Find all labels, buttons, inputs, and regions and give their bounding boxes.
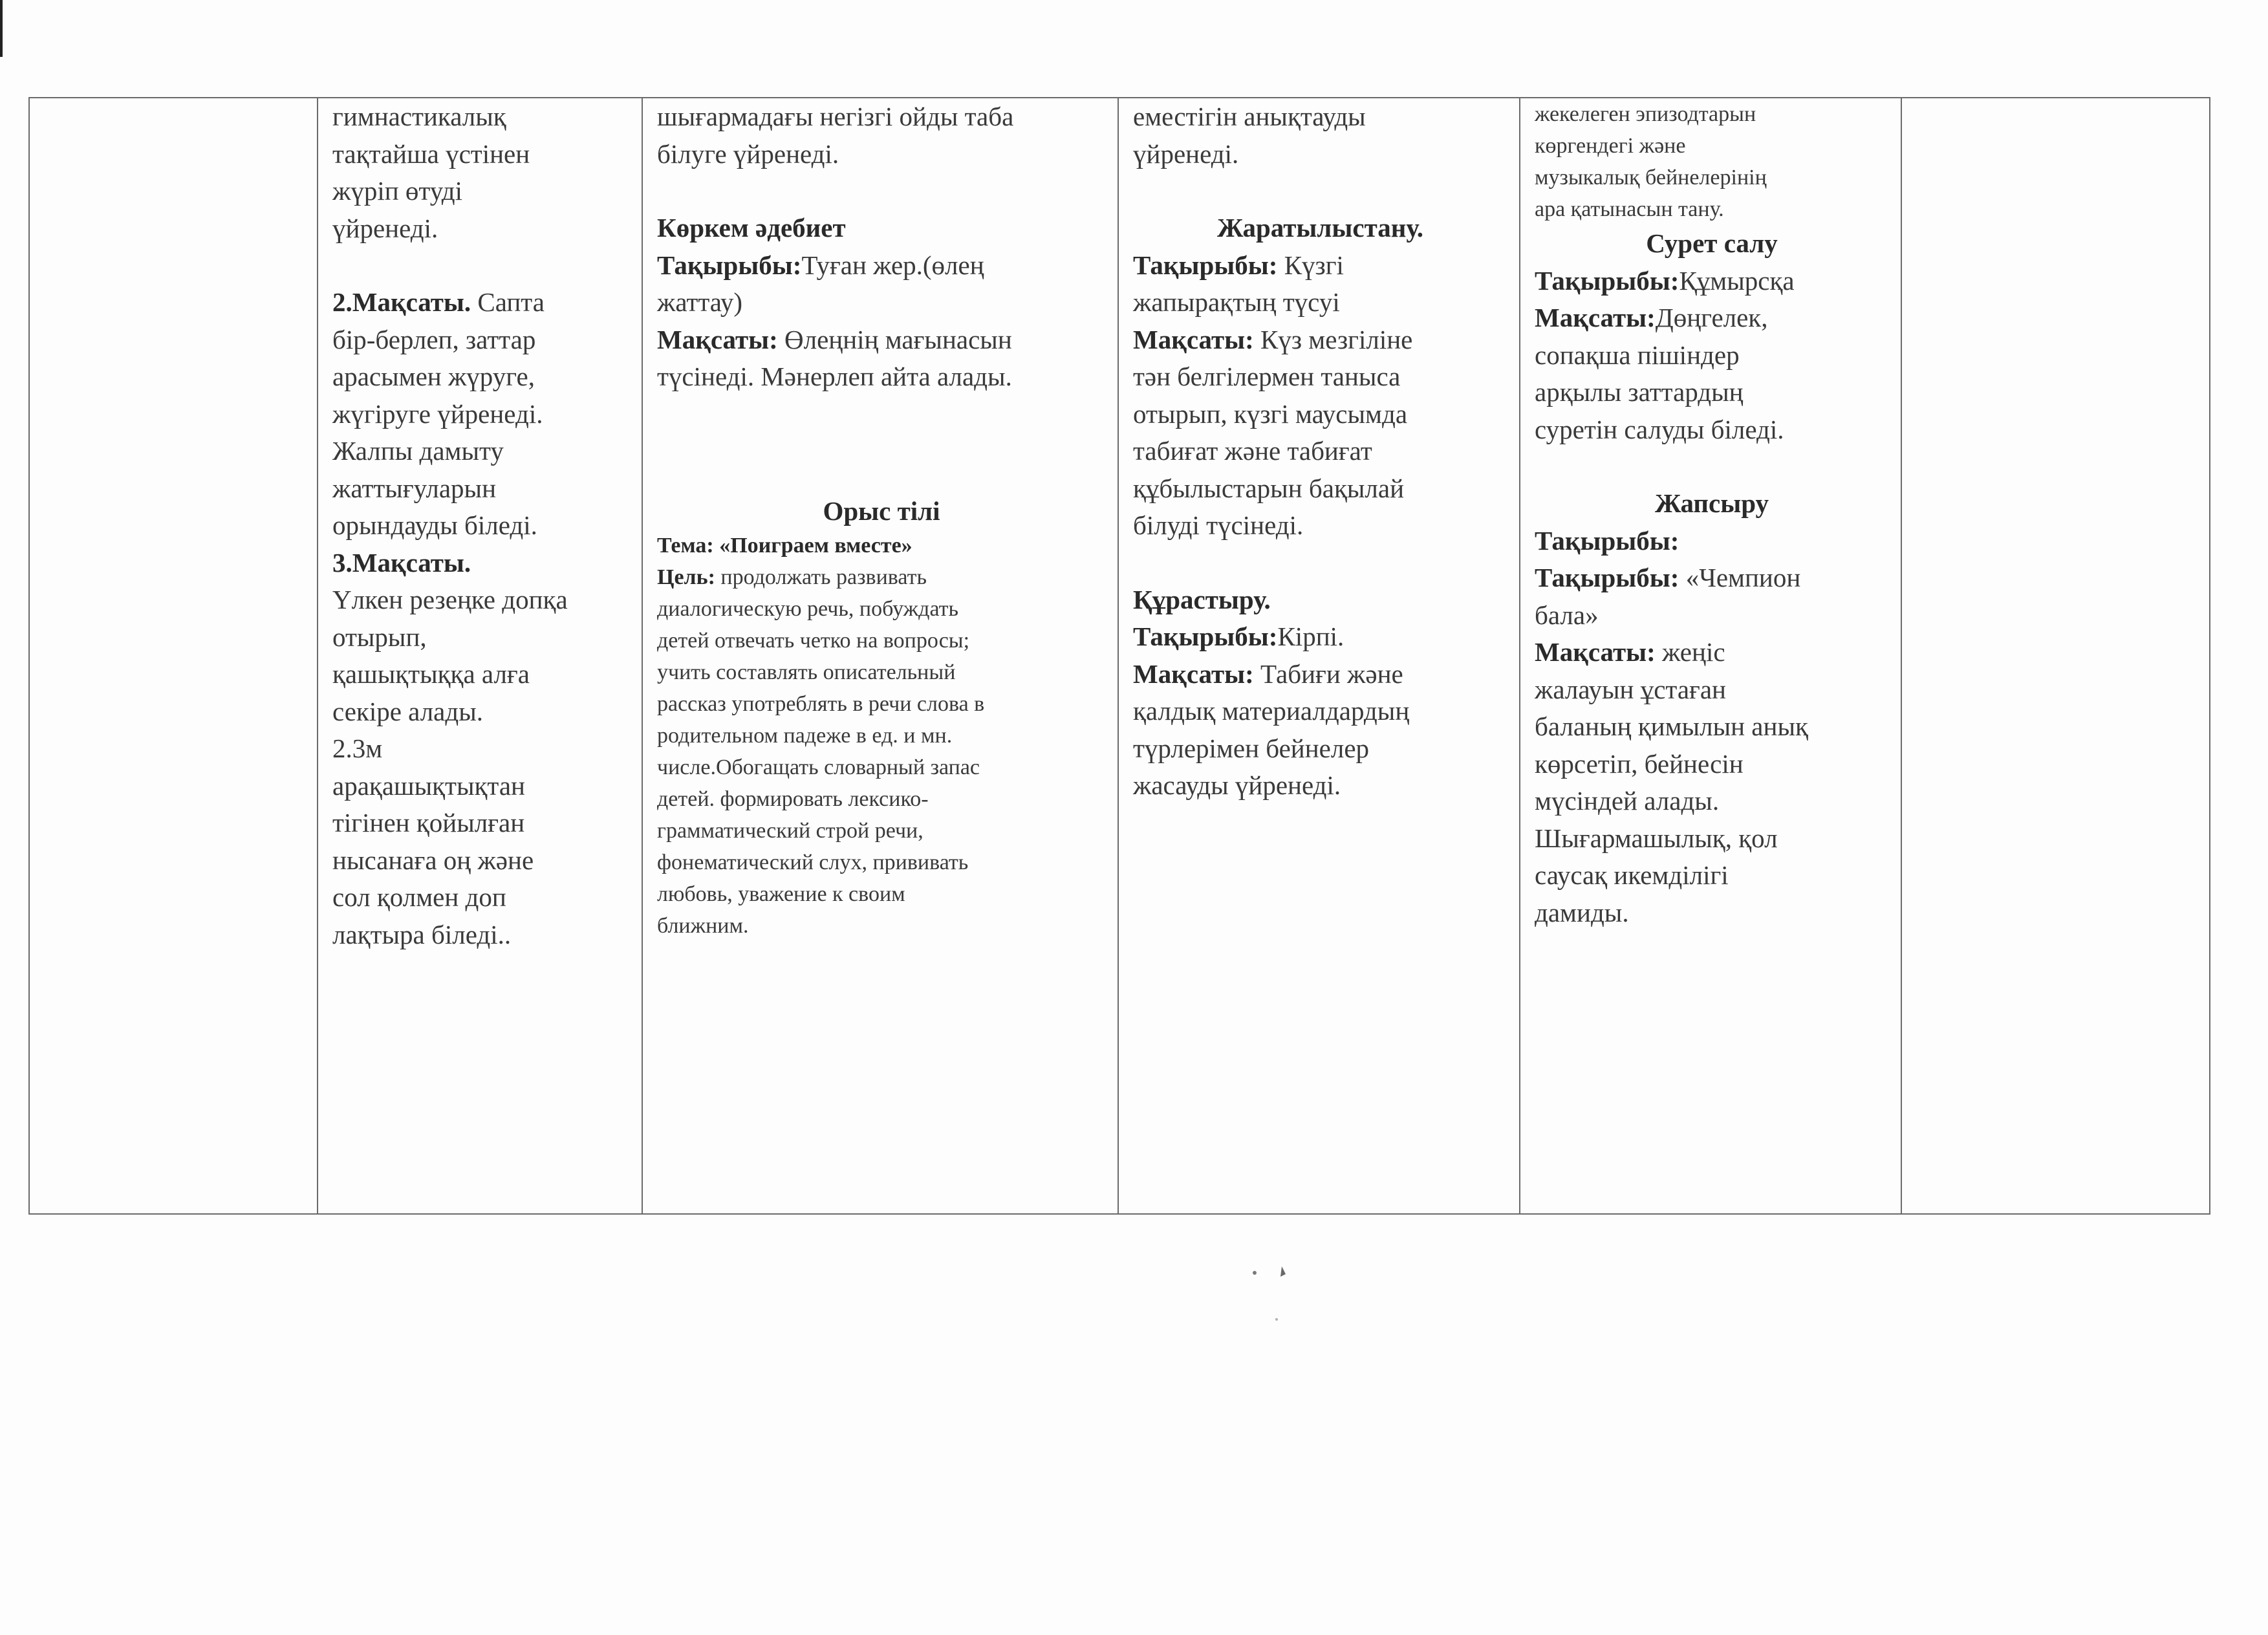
empty-cell-left: [29, 98, 318, 1214]
nature-topic-line: [1133, 247, 1507, 285]
goal-label: Мақсаты:: [1535, 303, 1656, 332]
text-line: жасауды үйренеді.: [1133, 770, 1341, 800]
text-line: шығармадағы негізгі ойды таба: [657, 102, 1014, 131]
text-line: диалогическую речь, побуждать: [657, 597, 959, 621]
goal-label: Мақсаты:: [657, 324, 778, 354]
text-line: табиғат және табиғат: [1133, 436, 1372, 466]
text-line: лақтыра біледі..: [332, 919, 512, 949]
cell-music-drawing-modeling: [1520, 98, 1901, 1214]
text-line: тігінен қойылған: [332, 808, 525, 838]
literature-goal-line: [657, 321, 1106, 359]
text-line: сол қолмен доп: [332, 882, 506, 912]
cell-literature-russian: [642, 98, 1118, 1214]
literature-topic-line: [657, 247, 1106, 285]
text-line: грамматический строй речи,: [657, 819, 923, 843]
text-line: жүріп өтуді: [332, 176, 462, 206]
text-line: түсінеді. Мәнерлеп айта алады.: [657, 362, 1012, 391]
scan-speck-marks: [1248, 1255, 1306, 1332]
literature-heading: Көркем әдебиет: [657, 213, 846, 243]
text-line: фонематический слух, прививать: [657, 850, 969, 874]
modeling-heading: Жапсыру: [1654, 488, 1769, 518]
nature-goal-line: [1133, 321, 1507, 359]
text-line: секіре алады.: [332, 696, 484, 726]
topic-text: Күзгі: [1277, 250, 1344, 280]
goal-2-label: 2.Мақсаты.: [332, 287, 471, 317]
text-line: отырып,: [332, 622, 427, 652]
goal-3-label: 3.Мақсаты.: [332, 547, 471, 578]
text-line: білуді түсінеді.: [1133, 510, 1304, 540]
text-line: жапырақтың түсуі: [1133, 287, 1340, 317]
text-line: ара қатынасын тану.: [1535, 197, 1724, 221]
modeling-topic-label: Тақырыбы:: [1535, 525, 1679, 556]
goal-text: продолжать развивать: [715, 565, 927, 589]
text-line: родительном падеже в ед. и мн.: [657, 724, 953, 748]
text-line: арасымен жүруге,: [332, 362, 535, 391]
topic-text: «Чемпион: [1679, 563, 1801, 592]
goal-label: Цель:: [657, 565, 715, 589]
text-line: жаттығуларын: [332, 473, 497, 503]
construction-heading: Құрастыру.: [1133, 584, 1271, 614]
drawing-goal-line: [1535, 299, 1889, 337]
text-line: любовь, уважение к своим: [657, 882, 905, 906]
topic-label: Тақырыбы:: [1133, 250, 1278, 280]
text-line: ближним.: [657, 914, 749, 938]
text-line: арақашықтықтан: [332, 770, 525, 801]
modeling-goal-line: [1535, 634, 1889, 671]
text-line: дамиды.: [1535, 897, 1629, 927]
text-line: мүсіндей алады.: [1535, 786, 1720, 816]
text-line: арқылы заттардың: [1535, 377, 1744, 407]
text-line: сопақша пішіндер: [1535, 340, 1740, 370]
empty-cell-right: [1901, 98, 2210, 1214]
drawing-topic-line: [1535, 263, 1889, 300]
text-line: білуге үйренеді.: [657, 138, 839, 169]
cell-nature-construction: [1118, 98, 1520, 1214]
text-line: отырып, күзгі маусымда: [1133, 398, 1408, 429]
goal-text: Дөңгелек,: [1655, 303, 1768, 332]
text-line: көрсетіп, бейнесін: [1535, 748, 1744, 779]
text-line: учить составлять описательный: [657, 660, 956, 684]
text-line: бір-берлеп, заттар: [332, 324, 536, 354]
goal-label: Мақсаты:: [1133, 658, 1254, 689]
topic-text: Құмырсқа: [1679, 265, 1795, 296]
goal-label: Мақсаты:: [1535, 637, 1656, 667]
text-line: числе.Обогащать словарный запас: [657, 755, 980, 779]
construction-topic-line: [1133, 618, 1507, 656]
scan-edge-mark: [0, 0, 3, 57]
drawing-heading: Сурет салу: [1646, 228, 1778, 258]
text-line: құбылыстарын бақылай: [1133, 473, 1405, 503]
text-line: детей отвечать четко на вопросы;: [657, 629, 970, 653]
text-line: үйренеді.: [332, 213, 438, 243]
goal-text: Күз мезгіліне: [1253, 324, 1413, 354]
lesson-plan-table: [28, 97, 2210, 1215]
topic-label: Тақырыбы:: [1133, 622, 1278, 651]
text-line: еместігін анықтауды: [1133, 102, 1366, 131]
nature-heading: Жаратылыстану.: [1216, 213, 1424, 243]
text-line: көргендегі және: [1535, 134, 1686, 158]
goal-text: жеңіс: [1655, 637, 1725, 667]
text-line: жекелеген эпизодтарын: [1535, 102, 1756, 126]
topic-text: Туған жер.(өлең: [801, 250, 984, 280]
text-line: тақтайша үстінен: [332, 138, 530, 169]
topic-label: Тақырыбы:: [657, 250, 802, 280]
table-row: [29, 98, 2210, 1214]
text-line: суретін салуды біледі.: [1535, 414, 1784, 444]
text-line: үйренеді.: [1133, 138, 1239, 169]
text-line: рассказ употреблять в речи слова в: [657, 692, 985, 716]
text-line: Үлкен резеңке допқа: [332, 585, 568, 614]
goal-text: Табиғи және: [1253, 658, 1403, 689]
construction-goal-line: [1133, 656, 1507, 693]
text-line: музыкалық бейнелерінің: [1535, 166, 1767, 189]
text-line: жүгіруге үйренеді.: [332, 398, 543, 429]
cell-physical-education: [318, 98, 642, 1214]
text-line: баланың қимылын анық: [1535, 711, 1808, 741]
text-line: гимнастикалық: [332, 102, 506, 131]
topic-label: Тақырыбы:: [1535, 563, 1679, 592]
goal-2-line: [332, 284, 630, 321]
text-line: 2.3м: [332, 733, 383, 763]
text-line: детей. формировать лексико-: [657, 787, 929, 811]
text-line: жаттау): [657, 287, 743, 317]
russian-heading: Орыс тілі: [823, 495, 940, 526]
text-line: бала»: [1535, 600, 1599, 630]
russian-theme: Тема: «Поиграем вместе»: [657, 534, 913, 558]
text-line: қашықтыққа алға: [332, 659, 530, 689]
goal-label: Мақсаты:: [1133, 324, 1254, 354]
topic-label: Тақырыбы:: [1535, 265, 1679, 296]
goal-text: Өлеңнің мағынасын: [777, 324, 1012, 354]
text-line: Жалпы дамыту: [332, 436, 504, 466]
modeling-topic-line: [1535, 559, 1889, 597]
text-line: Шығармашылық, қол: [1535, 823, 1778, 853]
goal-2-text: Сапта: [471, 287, 545, 317]
text-line: қалдық материалдардың: [1133, 696, 1410, 726]
text-line: түрлерімен бейнелер: [1133, 733, 1370, 763]
topic-text: Кірпі.: [1277, 622, 1345, 651]
text-line: тән белгілермен таныса: [1133, 362, 1401, 391]
text-line: нысанаға оң және: [332, 845, 534, 875]
text-line: орындауды біледі.: [332, 510, 537, 540]
text-line: жалауын ұстаған: [1535, 674, 1726, 704]
text-line: саусақ икемділігі: [1535, 860, 1729, 890]
russian-goal-line: [657, 561, 1106, 593]
